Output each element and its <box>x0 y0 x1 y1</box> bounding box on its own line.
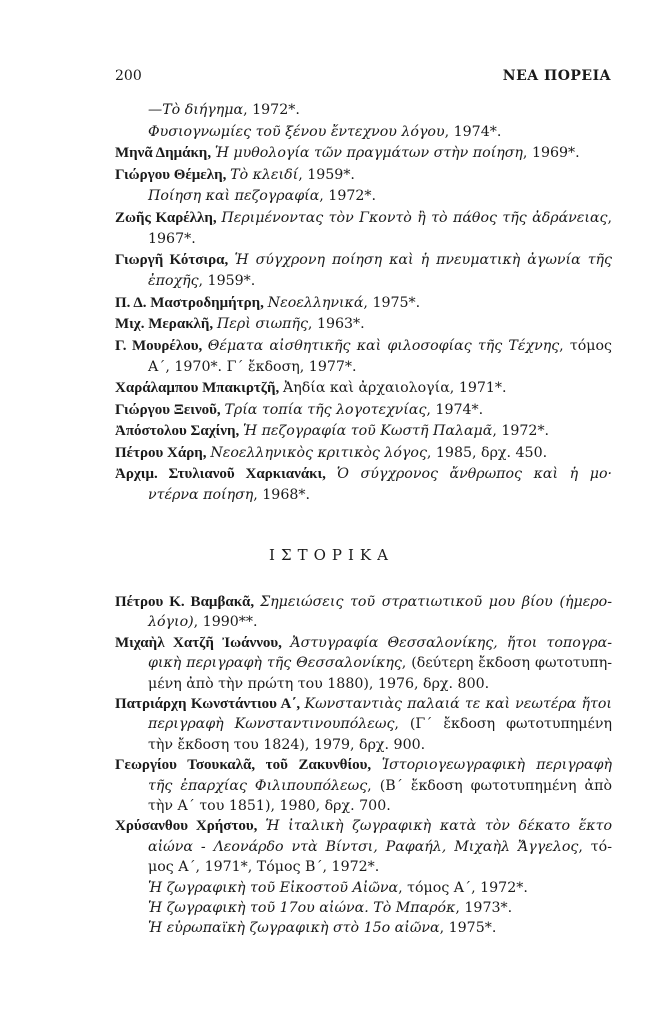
entry-line <box>115 694 612 714</box>
book-title: τῆς ἐπαρχίας Φιλιπουπόλεως <box>148 777 368 794</box>
author-name: Πέτρου Κ. Βαμβακᾶ, <box>115 594 261 610</box>
entry-line <box>115 336 612 357</box>
author-name: Χαράλαμπου Μπακιρτζῆ, <box>115 380 283 396</box>
book-title: Ἡ μυθολογία τῶν πραγμάτων στὴν ποίηση <box>214 145 523 161</box>
entry-line <box>115 314 612 336</box>
entry-line <box>115 878 612 898</box>
book-title: Τρία τοπία τῆς λογοτεχνίας <box>224 401 427 418</box>
author-name: Γ. Μουρέλου, <box>115 337 208 354</box>
entry-line <box>115 755 612 775</box>
book-title: —Τὸ διήγημα <box>148 102 244 118</box>
publication-info: μένη ἀπὸ τὴν πρώτη του 1880), 1976, δρχ. 800. <box>148 675 490 692</box>
publication-info: Ἀηδία καὶ ἀρχαιολογία, 1971*. <box>282 380 507 396</box>
book-title: αἰώνα - Λεονάρδο ντὰ Βίντσι, Ραφαήλ, Μιχαὴλ Ἄγγελος <box>148 838 579 855</box>
book-title: λόγιο) <box>148 614 194 631</box>
book-title: Νεοελληνικὸς κριτικὸς λόγος <box>210 444 427 461</box>
book-title: Θέματα αἰσθητικῆς καὶ φιλοσοφίας τῆς Τέχνης <box>207 337 560 354</box>
entry-line <box>115 250 612 271</box>
publication-info: , 1972*. <box>492 423 550 439</box>
book-title: Περὶ σιωπῆς <box>216 316 308 332</box>
book-title: Περιμένοντας τὸν Γκοντὸ ἢ τὸ πάθος τῆς ἀδράνειας <box>221 209 608 226</box>
entry-line <box>115 898 612 918</box>
author-name: Π. Δ. Μαστροδημήτρη, <box>115 294 268 311</box>
author-name: Πατριάρχη Κωνστάντιου Α΄, <box>115 695 305 712</box>
book-title: Ἡ ζωγραφικὴ τοῦ Εἰκοστοῦ Αἰῶνα <box>148 879 399 896</box>
running-head: ΝΕΑ ΠΟΡΕΙΑ <box>502 68 611 84</box>
author-name: Γιωργῆ Κότσιρα, <box>115 252 235 268</box>
book-title: Ἡ σύγχρονη ποίηση καὶ ἡ πνευματικὴ ἀγωνία τῆς <box>234 252 612 268</box>
entry-line <box>115 857 612 877</box>
book-title: ντέρνα ποίηση <box>148 487 254 503</box>
entry-line <box>115 464 612 485</box>
author-name: Μιχ. Μερακλῆ, <box>115 316 217 332</box>
entry-line <box>115 208 612 229</box>
author-name: Μηνᾶ Δημάκη, <box>115 145 215 161</box>
page-number: 200 <box>115 68 142 84</box>
entry-line <box>115 674 612 694</box>
publication-info: , 1972*. <box>243 102 300 118</box>
publication-info: , (Γ΄ ἔκδοση φωτοτυπημένη <box>394 716 612 733</box>
author-name: Γιώργου Ξεινοῦ, <box>115 401 225 418</box>
author-name: Πέτρου Χάρη, <box>115 444 211 461</box>
entry-line <box>115 653 612 673</box>
publication-info: , 1959*. <box>298 166 355 183</box>
entry-line <box>115 633 612 653</box>
publication-info: , (δεύτερη ἔκδοση φωτοτυπη- <box>401 655 612 672</box>
author-name: Γιώργου Θέμελη, <box>115 166 231 183</box>
publication-info: , 1972*. <box>319 188 377 204</box>
entry-line <box>115 357 612 379</box>
entry-line <box>115 714 612 734</box>
entry-line <box>115 837 612 857</box>
publication-info: , 1968*. <box>253 487 310 503</box>
publication-info: , 1963*. <box>307 316 365 332</box>
publication-info: , 1974*. <box>426 401 484 418</box>
entry-line <box>115 485 612 507</box>
entry-line <box>115 186 612 208</box>
publication-info: , 1959*. <box>198 273 256 289</box>
entry-line <box>115 100 612 122</box>
book-title: Κωνσταντιὰς παλαιά τε καὶ νεωτέρα ἤτοι <box>304 695 612 712</box>
book-title: Ὁ σύγχρονος ἄνθρωπος καὶ ἡ μο· <box>336 466 612 482</box>
book-title: Ποίηση καὶ πεζογραφία <box>148 188 320 204</box>
author-name: Ἀρχιμ. Στυλιανοῦ Χαρκιανάκι, <box>115 466 337 482</box>
publication-info: , (Β΄ ἔκδοση φωτοτυπημένη ἀπὸ <box>367 777 612 794</box>
publication-info: , τόμος <box>559 337 612 354</box>
section-heading: ΙΣΤΟΡΙΚΑ <box>269 546 394 564</box>
book-title: Τὸ κλειδί <box>230 166 299 183</box>
book-title: Νεοελληνικά <box>267 294 364 311</box>
author-name: Ἀπόστολου Σαχίνη, <box>115 423 244 439</box>
publication-info: Α΄, 1970*. Γ΄ ἔκδοση, 1977*. <box>148 358 357 375</box>
entry-line <box>115 400 612 422</box>
book-title: Ἡ πεζογραφία τοῦ Κωστῆ Παλαμᾶ <box>243 423 493 439</box>
entry-line <box>115 122 612 144</box>
entry-line <box>115 143 612 165</box>
publication-info: , 1990**. <box>193 614 258 631</box>
entry-line <box>115 229 612 251</box>
publication-info: μος Α΄, 1971*, Τόμος Β΄, 1972*. <box>148 859 380 876</box>
author-name: Μιχαὴλ Χατζῆ Ἰωάννου, <box>115 634 291 651</box>
entry-line <box>115 816 612 836</box>
book-title: φικὴ περιγραφὴ τῆς Θεσσαλονίκης <box>148 655 402 672</box>
publication-info: , 1985, δρχ. 450. <box>426 444 548 461</box>
book-title: περιγραφὴ Κωνσταντινουπόλεως <box>148 716 395 733</box>
publication-info: , τό- <box>578 838 612 855</box>
entry-line <box>115 612 612 632</box>
publication-info: τὴν ἔκδοση του 1824), 1979, δρχ. 900. <box>148 736 426 753</box>
publication-info: , <box>607 209 612 226</box>
entry-line <box>115 421 612 443</box>
publication-info: 1967*. <box>148 230 196 247</box>
publication-info: , 1975*. <box>363 294 421 311</box>
entry-line <box>115 776 612 796</box>
book-title: Φυσιογνωμίες τοῦ ξένου ἔντεχνου λόγου <box>148 123 445 140</box>
entry-line <box>115 735 612 755</box>
entry-line <box>115 918 612 938</box>
bibliography-section-history <box>115 592 612 939</box>
book-title: Ἡ ζωγραφικὴ τοῦ 17ου αἰώνα. Τὸ Μπαρόκ <box>148 899 456 916</box>
book-title: Σημειώσεις τοῦ στρατιωτικοῦ μου βίου (ἡμερο- <box>260 594 612 610</box>
publication-info: , 1969*. <box>522 145 580 161</box>
entry-line <box>115 293 612 315</box>
bibliography-section-literature <box>115 100 612 507</box>
publication-info: , 1974*. <box>444 123 502 140</box>
entry-line <box>115 443 612 465</box>
entry-line <box>115 592 612 612</box>
book-title: ἐποχῆς <box>148 273 199 289</box>
book-title: Ἱστοριογεωγραφικὴ περιγραφὴ <box>381 757 612 774</box>
book-title: Ἡ εὐρωπαϊκὴ ζωγραφικὴ στὸ 15ο αἰῶνα <box>148 920 440 937</box>
author-name: Ζωῆς Καρέλλη, <box>115 209 222 226</box>
publication-info: τὴν Α΄ του 1851), 1980, δρχ. 700. <box>148 797 391 814</box>
publication-info: , 1973*. <box>455 899 513 916</box>
author-name: Γεωργίου Τσουκαλᾶ, τοῦ Ζακυνθίου, <box>115 757 382 774</box>
entry-line <box>115 796 612 816</box>
entry-line <box>115 378 612 400</box>
publication-info: , 1975*. <box>439 920 497 937</box>
book-title: Ἀστυγραφία Θεσσαλονίκης, ἤτοι τοπογρα- <box>290 634 612 651</box>
author-name: Χρύσανθου Χρήστου, <box>115 818 266 835</box>
entry-line <box>115 165 612 187</box>
publication-info: , τόμος Α΄, 1972*. <box>398 879 528 896</box>
book-title: Ἡ ἰταλικὴ ζωγραφικὴ κατὰ τὸν δέκατο ἕκτο <box>265 818 612 835</box>
entry-line <box>115 271 612 293</box>
